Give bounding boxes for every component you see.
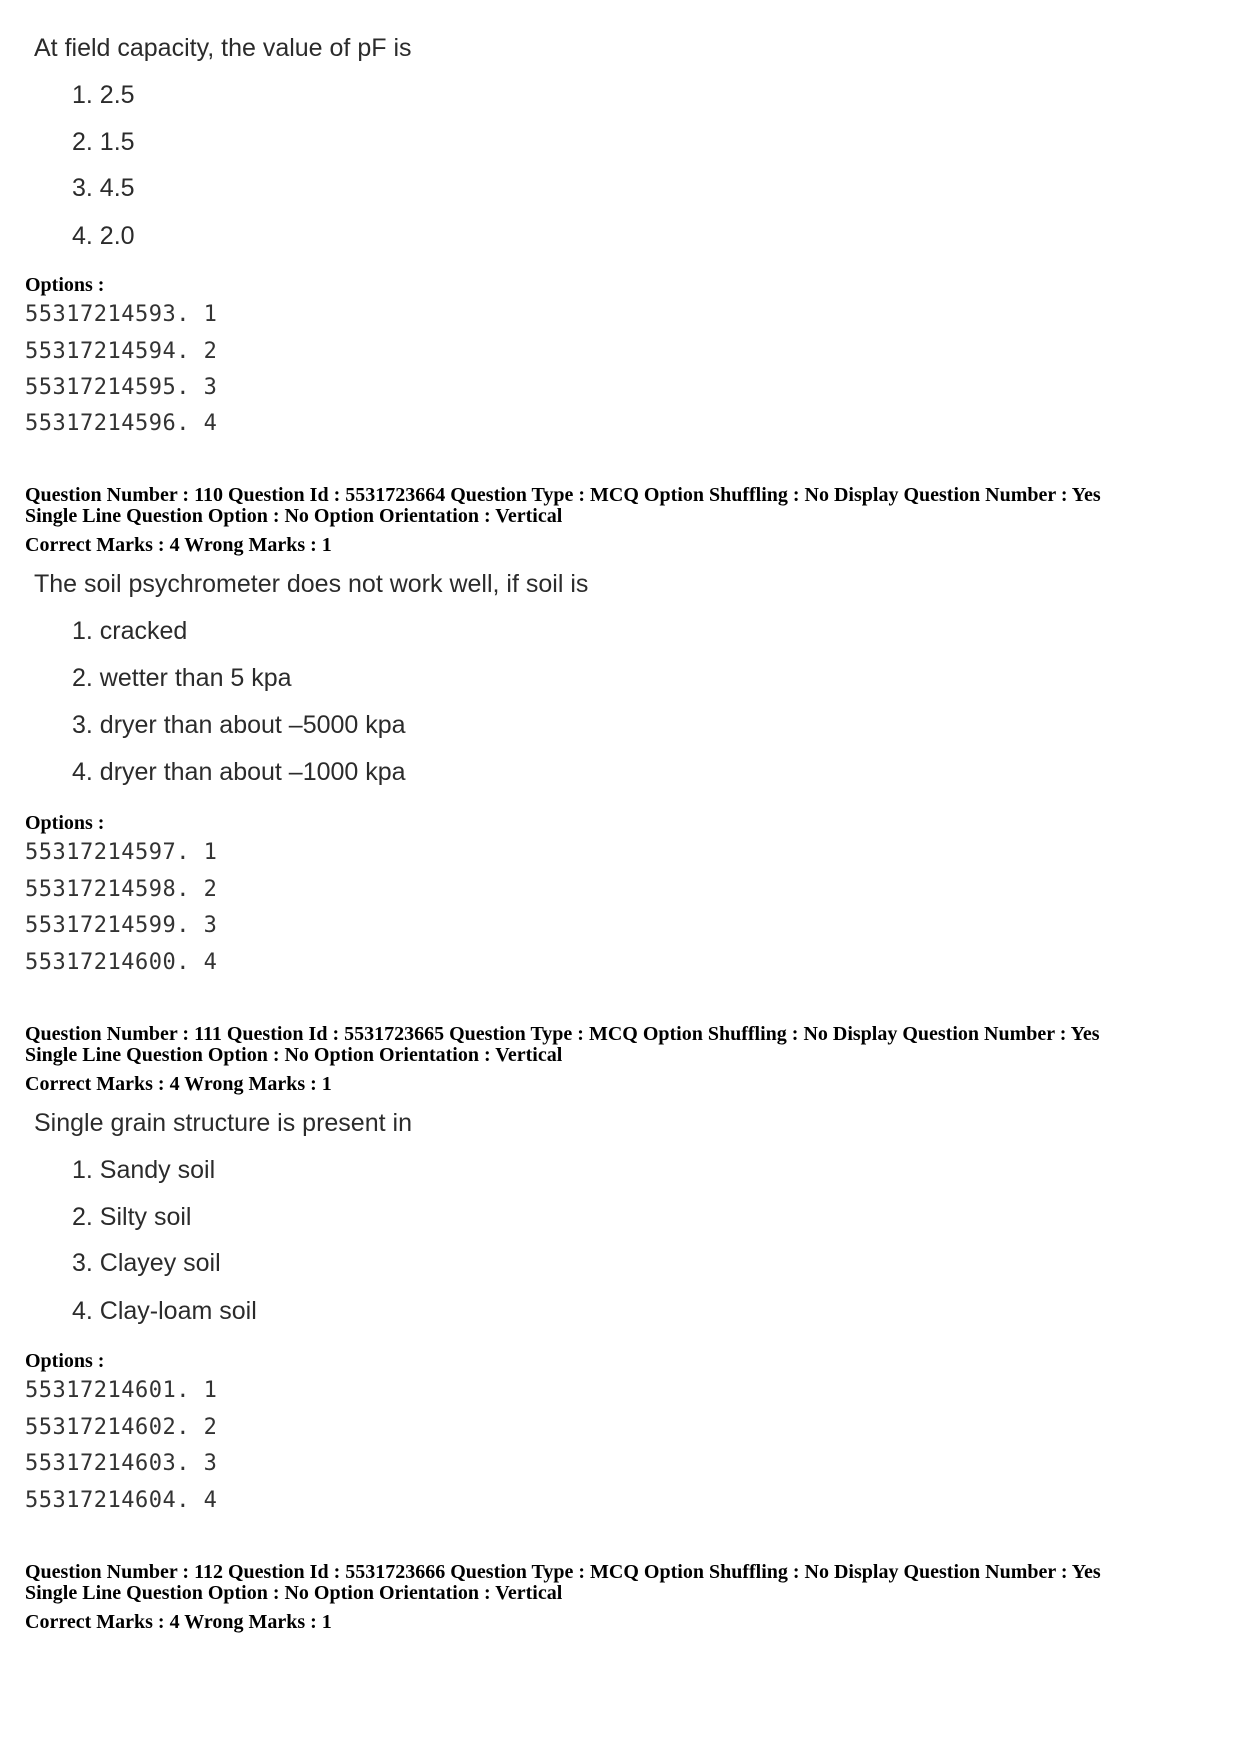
question-meta: Question Number : 110 Question Id : 5531723664 Question Type : MCQ Option Shuffling : No Display Question Number : Yes — [25, 484, 1101, 506]
question-meta-line2: Single Line Question Option : No Option Orientation : Vertical — [25, 1582, 563, 1604]
question-meta-line2: Single Line Question Option : No Option Orientation : Vertical — [25, 1044, 563, 1066]
answer-choice: 2. wetter than 5 kpa — [72, 664, 292, 692]
answer-choice: 4. dryer than about –1000 kpa — [72, 758, 406, 786]
answer-choice: 4. 2.0 — [72, 222, 135, 250]
options-label: Options : — [25, 274, 105, 296]
option-id: 55317214594. 2 — [25, 339, 218, 364]
option-id: 55317214596. 4 — [25, 411, 218, 436]
question-meta-line2: Single Line Question Option : No Option Orientation : Vertical — [25, 505, 563, 527]
question-meta: Question Number : 111 Question Id : 5531723665 Question Type : MCQ Option Shuffling : No Display Question Number : Yes — [25, 1023, 1100, 1045]
options-label: Options : — [25, 1350, 105, 1372]
option-id: 55317214593. 1 — [25, 302, 218, 327]
answer-choice: 2. Silty soil — [72, 1203, 192, 1231]
answer-choice: 1. cracked — [72, 617, 188, 645]
answer-choice: 3. 4.5 — [72, 174, 135, 202]
option-id: 55317214600. 4 — [25, 950, 218, 975]
option-id: 55317214601. 1 — [25, 1378, 218, 1403]
answer-choice: 3. dryer than about –5000 kpa — [72, 711, 406, 739]
question-marks: Correct Marks : 4 Wrong Marks : 1 — [25, 1073, 332, 1095]
answer-choice: 1. 2.5 — [72, 81, 135, 109]
question-text: At field capacity, the value of pF is — [34, 34, 412, 62]
answer-choice: 3. Clayey soil — [72, 1249, 221, 1277]
question-text: The soil psychrometer does not work well, if soil is — [34, 570, 589, 598]
options-label: Options : — [25, 812, 105, 834]
option-id: 55317214603. 3 — [25, 1451, 218, 1476]
option-id: 55317214604. 4 — [25, 1488, 218, 1513]
answer-choice: 2. 1.5 — [72, 128, 135, 156]
option-id: 55317214598. 2 — [25, 877, 218, 902]
option-id: 55317214597. 1 — [25, 840, 218, 865]
option-id: 55317214602. 2 — [25, 1415, 218, 1440]
question-marks: Correct Marks : 4 Wrong Marks : 1 — [25, 534, 332, 556]
answer-choice: 1. Sandy soil — [72, 1156, 216, 1184]
option-id: 55317214599. 3 — [25, 913, 218, 938]
question-marks: Correct Marks : 4 Wrong Marks : 1 — [25, 1611, 332, 1633]
question-text: Single grain structure is present in — [34, 1109, 412, 1137]
question-meta: Question Number : 112 Question Id : 5531723666 Question Type : MCQ Option Shuffling : No Display Question Number : Yes — [25, 1561, 1101, 1583]
option-id: 55317214595. 3 — [25, 375, 218, 400]
answer-choice: 4. Clay-loam soil — [72, 1297, 257, 1325]
